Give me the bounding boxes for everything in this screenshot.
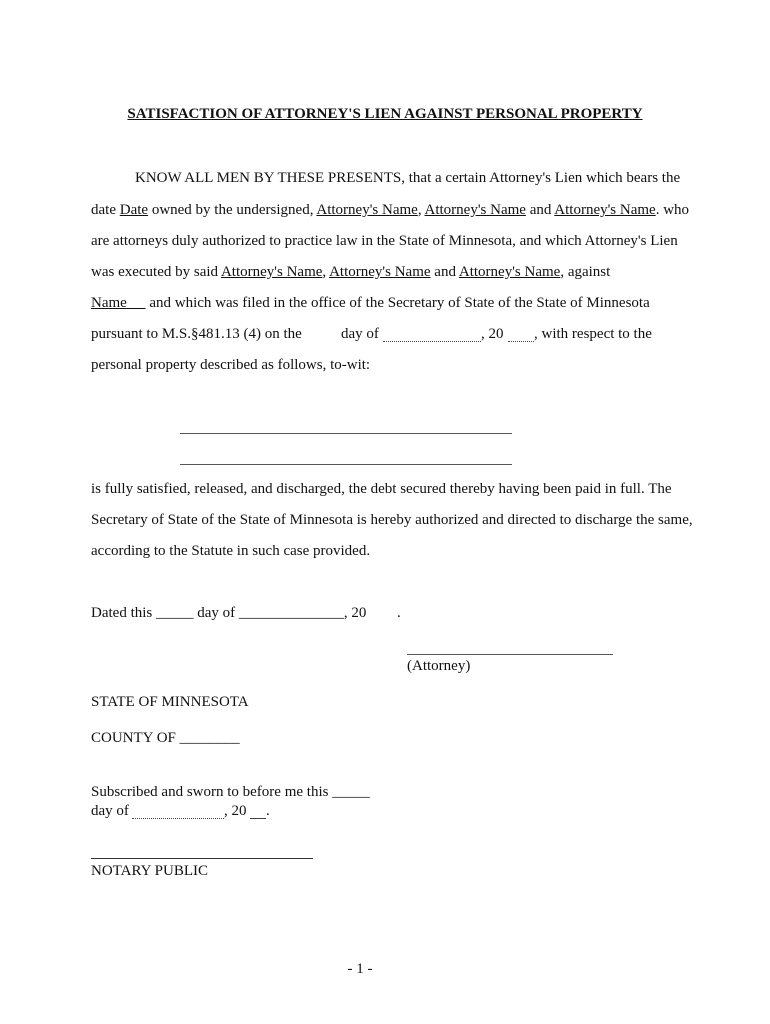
para1-line6-a: pursuant to M.S.§481.13 (4) on the (91, 326, 302, 342)
para1-line4 (91, 264, 610, 281)
text: day of (193, 605, 239, 621)
page-title: SATISFACTION OF ATTORNEY'S LIEN AGAINST PERSONAL PROPERTY (127, 106, 643, 122)
attorney-name-field-4[interactable]: Attorney's Name (220, 264, 323, 280)
para1-line6-year: , 20 (481, 326, 504, 342)
attorney-name-field-3[interactable]: Attorney's Name (554, 202, 656, 218)
para1-line5 (91, 295, 650, 312)
text: date (91, 202, 120, 218)
subscribed-line1: Subscribed and sworn to before me this _____ (91, 784, 370, 800)
text: Dated this (91, 605, 156, 621)
county-heading: COUNTY OF ________ (91, 730, 240, 746)
attorney-name-field-6[interactable]: Attorney's Name (458, 264, 561, 280)
dated-day-field[interactable]: _____ (156, 605, 194, 621)
para2-line3: according to the Statute in such case provided. (91, 543, 371, 559)
para1-line1: KNOW ALL MEN BY THESE PRESENTS, that a certain Attorney's Lien which bears the (135, 170, 681, 186)
property-description-line-1[interactable] (180, 433, 512, 434)
para2-line1: is fully satisfied, released, and discharged, the debt secured thereby having been paid in full. The (91, 481, 672, 497)
dated-period: . (397, 605, 401, 621)
text: . who (655, 202, 690, 218)
attorney-signature-label: (Attorney) (407, 658, 471, 674)
attorney-name-field-5[interactable]: Attorney's Name (329, 264, 431, 280)
subscribed-line2-b: , 20 (224, 803, 247, 819)
para1-line6-end: , with respect to the (534, 326, 652, 342)
attorney-name-field-1[interactable]: Attorney's Name (316, 202, 418, 218)
text: owned by the undersigned, (148, 202, 317, 218)
text: , against (560, 264, 611, 280)
page-number: - 1 - (347, 961, 373, 977)
text: and (525, 202, 555, 218)
state-heading: STATE OF MINNESOTA (91, 694, 249, 710)
text: , (322, 264, 330, 280)
para2-line2: Secretary of State of the State of Minnesota is hereby authorized and directed to discharge the same, (91, 512, 693, 528)
debtor-name-blank[interactable] (127, 295, 146, 311)
text: and (430, 264, 459, 280)
text: was executed by said (91, 264, 221, 280)
para1-line3: are attorneys duly authorized to practice law in the State of Minnesota, and which Attorney's Lien (91, 233, 678, 249)
text: , (417, 202, 425, 218)
subscribed-line2-c: . (266, 803, 270, 819)
property-description-line-2[interactable] (180, 464, 512, 465)
subscribed-month-field[interactable] (132, 818, 224, 819)
text: and which was filed in the office of the Secretary of State of the State of Minnesota (145, 295, 650, 311)
attorney-name-field-2[interactable]: Attorney's Name (424, 202, 526, 218)
date-field[interactable]: Date (119, 202, 149, 218)
debtor-name-field[interactable]: Name (91, 295, 127, 311)
attorney-signature-line[interactable] (407, 654, 613, 655)
text: , 20 (343, 605, 367, 621)
notary-label: NOTARY PUBLIC (91, 863, 209, 879)
notary-signature-line[interactable] (91, 858, 313, 859)
subscribed-year-field[interactable] (250, 818, 266, 819)
dated-line (91, 605, 366, 622)
subscribed-line2-a: day of (91, 803, 129, 819)
filing-year-field[interactable] (508, 341, 534, 342)
para1-line2 (91, 202, 689, 219)
para1-line7: personal property described as follows, to-wit: (91, 357, 371, 373)
para1-line6-day: day of (341, 326, 379, 342)
dated-month-field[interactable]: ______________ (238, 605, 344, 621)
filing-month-field[interactable] (383, 341, 481, 342)
